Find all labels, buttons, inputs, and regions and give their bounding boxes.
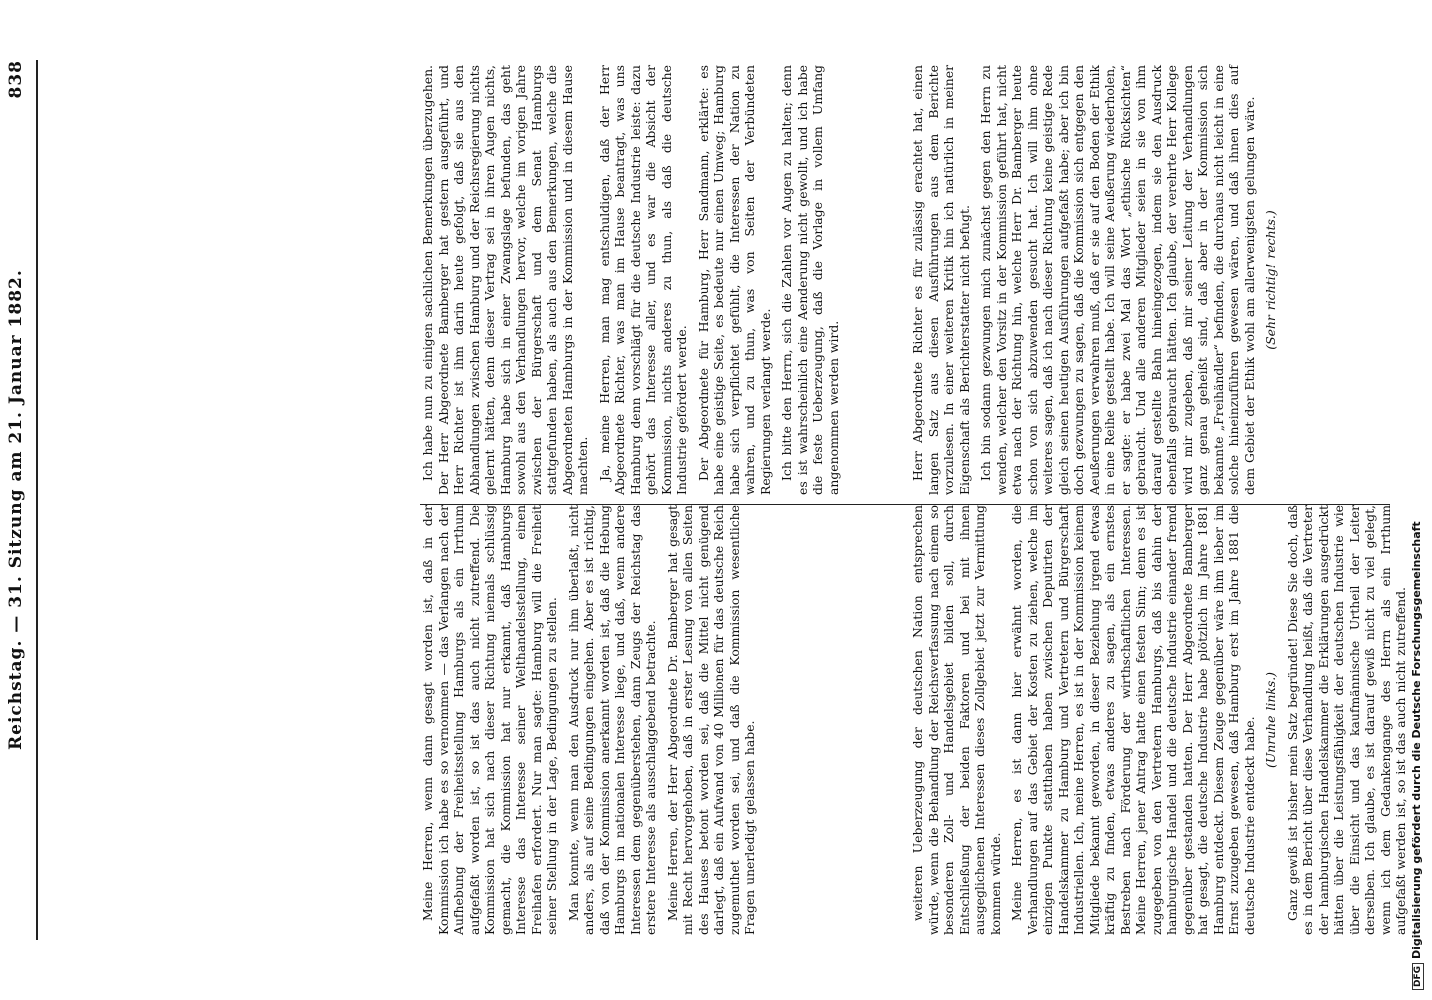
paragraph: Ganz gewiß ist bisher mein Satz begründet! Diese Sie doch, daß es in dem Bericht über diese Verhandlung heißt, daß die Vertreter der hamburgischen Handelskammer die Erklärungen ausgedrückt hätten über die Leistungsfähigkeit der deutschen Industrie wie über die Einsicht und das kaufmännische Urtheil der Leiter derselben. Ich glaube, es ist darauf gewiß nicht zu viel gelegt, wenn ich dem Gedankengange des Herrn als ein Irrthum aufgefaßt werden ist, so ist das auch nicht zutreffend.: [1284, 505, 1408, 935]
paragraph: Herr Abgeordnete Richter es für zulässig erachtet hat, einen langen Satz aus diesen Ausführungen aus dem Berichte vorzulesen. In einer weiteren Kritik hin ich natürlich in meiner Eigenschaft als Berichterstatter nicht befugt.: [910, 65, 972, 495]
paragraph: weiteren Ueberzeugung der deutschen Nation entsprechen würde, wenn die Behandlung der Reichsverfassung nach einem so besonderen Zoll- und Handelsgebiet bilden soll, durch Entschließung der beiden Faktoren und bei mit ihnen ausgeglichenen Interessen dieses Zollgebiet jetzt zur Vermittlung kommen würde.: [910, 505, 1003, 935]
text-column-b: [910, 65, 1390, 495]
interjection: (Sehr richtig! rechts.): [1263, 210, 1278, 350]
text-column-a: [910, 505, 1408, 935]
paragraph: Meine Herren, es ist dann hier erwähnt worden, die Verhandlungen auf das Gebiet der Kosten zu ziehen, welche im einzigen Punkte statthaben haben zwischen Deputirten der Handelskammer zu Hamburg und Vertretern und Bürgerschaft Industriellen. Ich, meine Herren, es ist in der Kommission keinem Mitgliede bekannt geworden, in dieser Beziehung irgend etwas kräftig zu finden, etwas anderes zu sagen, als ein ernstes Bestreben nach Förderung der wirthschaftlichen Interessen. Meine Herren, jener Antrag hatte einen festen Sinn; denn es ist zugegeben von den Vertretern Hamburgs, daß bis dahin der hamburgische Handel und die deutsche Industrie einander fremd gegenüber gestanden hatten. Der Herr Abgeordnete Bamberger hat gesagt, die deutsche Industrie habe plötzlich im Jahre 1881 Hamburg entdeckt. Diesem Zeuge gegenüber wäre ihm lieber im Ernst zuzugeben gewesen, daß Hamburg erst im Jahre 1881 die deutsche Industrie entdeckt habe.: [1009, 505, 1257, 935]
paragraph: Ich bin sodann gezwungen mich zunächst gegen den Herrn zu wenden, welcher den Vorsitz in der Kommission geführt hat, nicht etwa nach der Richtung hin, welche Herr Dr. Bamberger heute schon von sich abzuwenden gesucht hat. Ich will ihm ohne weiteres sagen, daß ich nach dieser Richtung keine geistige Rede gleich seinen heutigen Ausführungen aufgefaßt habe; aber ich bin doch gezwungen zu sagen, daß die Kommission sich entgegen den Aeußerungen verwahren muß, daß er sie auf den Boden der Ethik in eine Reihe gestellt habe. Ich will seine Aeußerung wiederholen, er sagte: er habe zwei Mal das Wort „ethische Rücksichten“ gebraucht. Und alle anderen Mitglieder seien in sie von ihm darauf gestellte Bahn hineingezogen, indem sie den Ausdruck ebenfalls gebraucht hätten. Ich glaube, der verehrte Herr Kollege wird mir zugeben, daß mir seiner Leitung der Verhandlungen ganz genau geheißt sind, daß aber in der Kommission sich bekannte „Freihändler“ befinden, die durchaus nicht leicht in eine solche hineinzuführen gewesen wären, und daß ihnen dies auf dem Gebiet der Ethik wohl am allerwenigsten gelungen wäre.: [978, 65, 1257, 495]
paragraph: Ich habe nun zu einigen sachlichen Bemerkungen überzugehen. Der Herr Abgeordnete Bamberger hat gestern ausgeführt, und Herr Richter ist ihm darin heute gefolgt, daß sie aus den Abhandlungen zwischen Hamburg und der Reichsregierung nichts gelernt hätten, denn dieser Vertrag sei in ihren Augen nichts, Hamburg habe sich in einer Zwangslage befunden, das geht sowohl aus den Verhandlungen hervor, welche im vorigen Jahre zwischen der Bürgerschaft und dem Senat Hamburgs stattgefunden haben, als auch aus den Bemerkungen, welche die Abgeordneten Hamburgs in der Kommission und in diesem Hause machten.: [420, 65, 590, 495]
paragraph: Ich bitte den Herrn, sich die Zahlen vor Augen zu halten; denn es ist wahrscheinlich eine Aenderung nicht gewollt, und ich habe die feste Ueberzeugung, daß die Vorlage in vollem Umfang angenommen werden wird.: [779, 65, 841, 495]
header-title: Reichstag. — 31. Sitzung am 21. Januar 1882.: [6, 269, 26, 750]
page-header: [6, 60, 34, 940]
text-column-d: [420, 65, 890, 495]
digitization-credit: [1410, 521, 1424, 990]
paragraph: Man konnte, wenn man den Ausdruck nur ihm überlaßt, nicht anders, als auf seine Bedingungen eingehen. Aber es ist richtig, daß von der Kommission anerkannt worden ist, daß die Hebung Hamburgs im nationalen Interesse liege, und daß, wenn andere Interessen dem gegenüberstehen, dann Zeugs der Reichstag das erstere Interesse als ausschlaggebend betrachte.: [565, 505, 658, 935]
page-number: 838: [6, 60, 26, 99]
text-column-c: [420, 505, 890, 935]
column-divider: [420, 504, 1390, 505]
paragraph: Ja, meine Herren, man mag entschuldigen, daß der Herr Abgeordnete Richter, was man im Hause beantragt, was uns Hamburg denn vorschlägt für die deutsche Industrie leiste: dazu gehört das Interesse aller, und es war die Absicht der Kommission, nichts anderes zu thun, als daß die deutsche Industrie gefördert werde.: [596, 65, 689, 495]
paragraph: Der Abgeordnete für Hamburg, Herr Sandmann, erklärte: es habe eine geistige Seite, es bedeute nur einen Umweg; Hamburg habe sich verpflichtet gefühlt, die Interessen der Nation zu wahren, und zu thun, was von Seiten der Verbündeten Regierungen verlangt werde.: [695, 65, 773, 495]
dfg-logo: DFG: [1412, 963, 1424, 990]
header-rule: [36, 60, 38, 940]
paragraph: Meine Herren, wenn dann gesagt worden ist, daß in der Kommission ich habe es so vernommen — das Verlangen nach der Aufhebung der Freiheitsstellung Hamburgs als ein Irrthum aufgefaßt worden ist, so ist das auch nicht zutreffend. Die Kommission hat sich nach dieser Richtung niemals schlüssig gemacht, die Kommission hat nur erkannt, daß Hamburgs Interesse das Interesse seiner Welthandelsstellung, einen Freihafen erfordert. Nur man sagte: Hamburg will die Freiheit seiner Stellung in der Lage, Bedingungen zu stellen.: [420, 505, 559, 935]
interjection: (Unruhe links.): [1263, 672, 1278, 768]
paragraph: Meine Herren, der Herr Abgeordnete Dr. Bamberger hat gesagt mit Recht hervorgehoben, daß in erster Lesung von allen Seiten des Hauses betont worden sei, daß die Mittel nicht genügend darlegt, daß ein Aufwand von 40 Millionen für das deutsche Reich zugemuthet worden sei, und daß die Kommission wesentliche Fragen unerledigt gelassen habe.: [664, 505, 757, 935]
credit-text: Digitalisierung gefördert durch die Deutsche Forschungsgemeinschaft: [1410, 521, 1423, 959]
